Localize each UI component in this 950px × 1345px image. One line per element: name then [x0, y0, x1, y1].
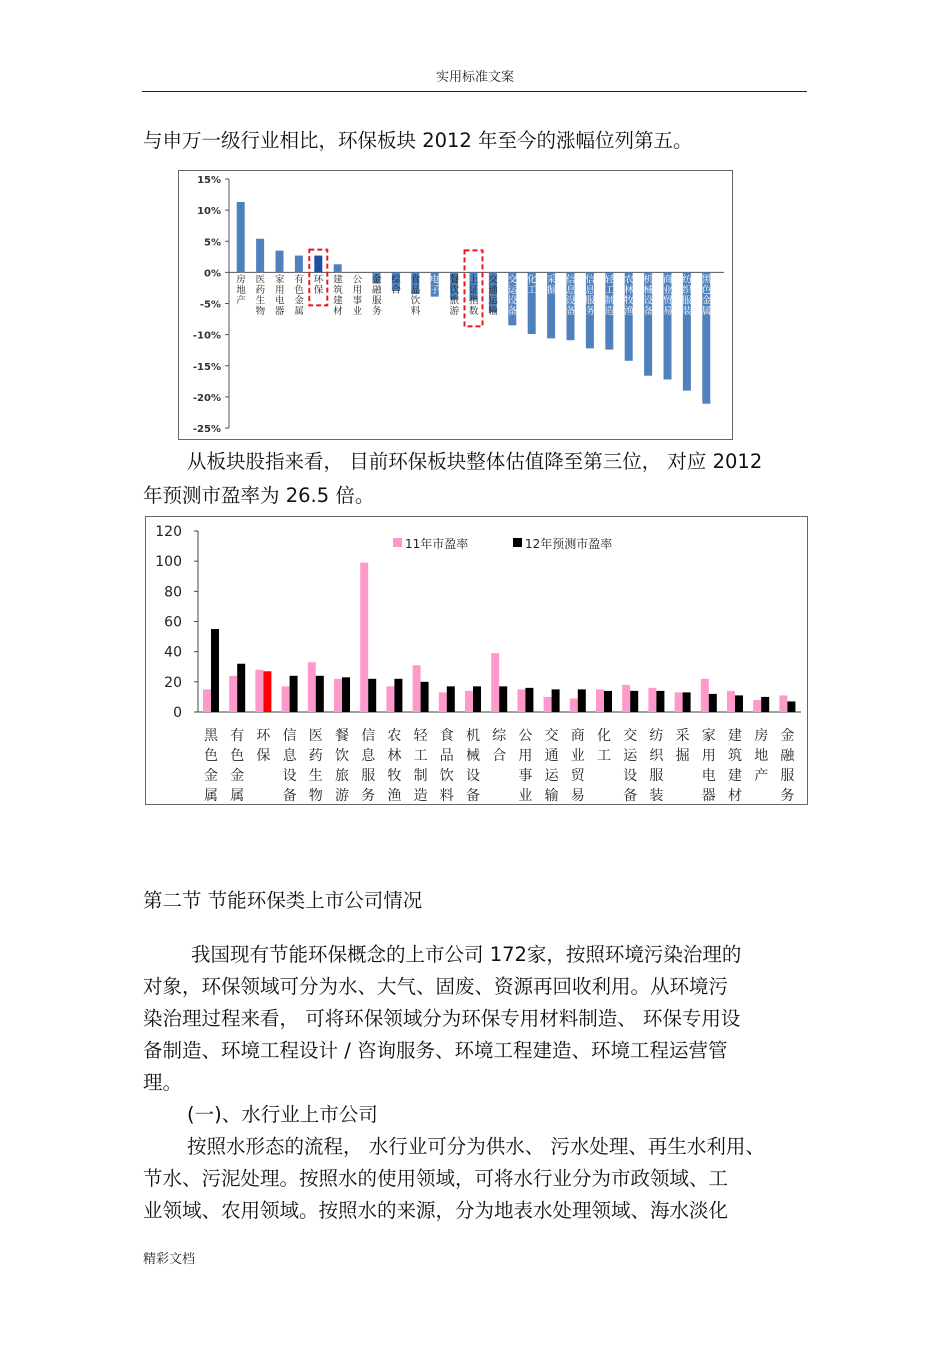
bar-11	[648, 688, 656, 712]
bar	[295, 256, 303, 273]
section-body-line: 我国现有节能环保概念的上市公司 172家，按照环境污染治理的	[191, 943, 742, 966]
bar-12	[604, 691, 612, 712]
category-label: 环保	[313, 274, 324, 296]
subsection-title: (一)、水行业上市公司	[187, 1103, 378, 1126]
bar-11	[701, 679, 709, 712]
y-tick-label: 80	[164, 584, 182, 601]
bar-12	[630, 691, 638, 712]
section-body-line: 理。	[143, 1071, 183, 1094]
category-label: 有色金属	[294, 274, 304, 317]
category-label: 化工	[527, 274, 537, 296]
category-label: 食品饮料	[410, 274, 421, 317]
bar-11	[491, 653, 499, 712]
y-tick-label: 0%	[204, 268, 221, 280]
category-label: 黑色金属	[701, 274, 712, 317]
bar-12	[709, 694, 717, 712]
bar-12	[656, 691, 664, 712]
category-label: 商业贸易	[570, 728, 585, 804]
y-tick-label: -15%	[192, 361, 221, 373]
bar-11	[544, 697, 552, 712]
y-tick-label: -25%	[192, 424, 221, 435]
section-body-line: 染治理过程来看， 可将环保领域分为环保专用材料制造、 环保专用设	[143, 1007, 741, 1030]
subsection-body-line: 按照水形态的流程， 水行业可分为供水、 污水处理、再生水利用、	[187, 1135, 765, 1158]
y-tick-label: 5%	[204, 237, 221, 249]
intro-paragraph: 与申万一级行业相比，环保板块 2012 年至今的涨幅位列第五。	[143, 129, 693, 152]
category-label: 金融服务	[780, 728, 795, 804]
category-label: 家用电器	[701, 728, 716, 804]
category-label: 公用事业	[352, 274, 363, 317]
category-label: 金融服务	[372, 274, 382, 317]
category-label: 采掘	[675, 728, 690, 764]
category-label: 上证指数	[469, 274, 479, 317]
subsection-body-line: 业领域、农用领域。按照水的来源，分为地表水处理领域、海水淡化	[143, 1199, 729, 1222]
category-label: 农林牧渔	[387, 728, 402, 804]
bar-12	[525, 688, 533, 712]
category-label: 机械设备	[466, 728, 480, 804]
category-label: 医药生物	[308, 728, 323, 804]
category-label: 家用电器	[275, 274, 285, 317]
legend-swatch-12	[513, 538, 522, 547]
legend-label-11: 11年市盈率	[405, 537, 469, 551]
bar-11	[229, 676, 237, 712]
legend-swatch-11	[393, 538, 402, 547]
bar-12	[447, 686, 455, 712]
bar-11	[255, 670, 263, 712]
y-tick-label: 40	[164, 644, 182, 661]
category-label: 房地产	[236, 274, 246, 307]
bar-11	[570, 698, 578, 712]
page-footer: 精彩文档	[143, 1252, 196, 1267]
category-label: 餐饮旅游	[335, 728, 349, 804]
bar	[256, 239, 264, 273]
bar-11	[596, 689, 604, 712]
section-body-line: 备制造、环境工程设计 / 咨询服务、环境工程建造、环境工程运营管	[143, 1039, 728, 1062]
bar-12	[211, 629, 219, 712]
bar-11	[439, 692, 447, 712]
bar-12	[342, 677, 350, 712]
category-label: 黑色金属	[204, 728, 218, 804]
bar-11	[360, 563, 368, 712]
bar-12	[761, 697, 769, 712]
bar	[237, 202, 245, 272]
bar	[276, 251, 284, 273]
category-label: 综合	[391, 274, 401, 296]
bar	[334, 264, 342, 272]
bar-11	[334, 679, 342, 712]
y-tick-label: 0	[173, 705, 182, 721]
category-label: 建筑建材	[728, 728, 742, 804]
category-label: 交运设备	[507, 274, 518, 317]
bar-11	[753, 700, 761, 712]
category-label: 纺织服装	[649, 728, 664, 804]
category-label: 轻工制造	[413, 728, 428, 804]
growth-chart	[178, 170, 733, 440]
category-label: 有色金属	[230, 728, 245, 804]
bar	[314, 256, 322, 273]
bar-11	[308, 662, 316, 712]
y-tick-label: -10%	[192, 330, 221, 342]
category-label: 信息服务	[585, 274, 595, 317]
category-label: 机械设备	[643, 274, 654, 317]
legend-label-12: 12年预测市盈率	[525, 537, 613, 551]
page-header: 实用标准文案	[435, 70, 514, 85]
bar-12	[290, 676, 298, 712]
bar-12	[787, 701, 795, 712]
section-title: 第二节 节能环保类上市公司情况	[143, 889, 423, 912]
bar-11	[465, 691, 473, 712]
category-label: 交通运输	[544, 728, 559, 804]
pe-ratio-chart-svg	[146, 517, 807, 804]
category-label: 轻工制造	[604, 274, 615, 317]
bar-11	[727, 691, 735, 712]
bar-12	[263, 671, 271, 712]
category-label: 信息设备	[566, 274, 576, 317]
y-tick-label: 60	[164, 614, 182, 631]
valuation-paragraph-line2: 年预测市盈率为 26.5 倍。	[143, 484, 375, 507]
bar-11	[675, 692, 683, 712]
category-label: 采掘	[546, 274, 557, 296]
category-label: 纺织服装	[682, 274, 692, 317]
bar-11	[779, 695, 787, 712]
bar-11	[622, 685, 630, 712]
bar-12	[316, 676, 324, 712]
bar-11	[203, 689, 211, 712]
y-tick-label: -20%	[192, 392, 221, 404]
bar-12	[735, 695, 743, 712]
category-label: 公用事业	[518, 728, 533, 804]
category-label: 电子	[430, 274, 440, 296]
subsection-body-line: 节水、污泥处理。按照水的使用领域，可将水行业分为市政领域、工	[143, 1167, 729, 1190]
bar-12	[499, 686, 507, 712]
category-label: 农林牧渔	[624, 274, 634, 317]
bar-11	[517, 689, 525, 712]
bar-12	[421, 682, 429, 712]
category-label: 综合	[492, 728, 507, 764]
category-label: 餐饮旅游	[449, 274, 460, 317]
pe-ratio-chart	[145, 516, 808, 805]
y-tick-label: 120	[155, 524, 182, 540]
category-label: 医药生物	[255, 274, 266, 317]
bar-12	[683, 692, 691, 712]
category-label: 食品饮料	[439, 728, 454, 804]
bar-11	[386, 686, 394, 712]
category-label: 建筑建材	[333, 274, 343, 317]
bar-12	[237, 664, 245, 712]
category-label: 房地产	[754, 728, 769, 784]
category-label: 环保	[256, 728, 271, 764]
bar-12	[368, 679, 376, 712]
header-divider	[142, 91, 807, 92]
bar-11	[413, 665, 421, 712]
section-body-line: 对象，环保领域可分为水、大气、固废、资源再回收利用。从环境污	[143, 975, 729, 998]
category-label: 交运设备	[623, 728, 638, 804]
bar-12	[394, 679, 402, 712]
bar-11	[282, 686, 290, 712]
y-tick-label: 10%	[197, 206, 221, 218]
category-label: 信息服务	[361, 728, 376, 804]
valuation-paragraph-line1: 从板块股指来看， 目前环保板块整体估值降至第三位， 对应 2012	[187, 450, 763, 473]
y-tick-label: -5%	[199, 299, 221, 311]
y-tick-label: 100	[155, 554, 182, 571]
category-label: 交通运输	[488, 274, 498, 317]
category-label: 化工	[597, 728, 611, 764]
growth-chart-svg	[179, 171, 732, 439]
bar-12	[473, 686, 481, 712]
y-tick-label: 15%	[197, 175, 221, 186]
category-label: 商业贸易	[663, 274, 673, 317]
bar-12	[552, 689, 560, 712]
category-label: 信息设备	[282, 728, 297, 804]
y-tick-label: 20	[164, 674, 182, 691]
bar-12	[578, 689, 586, 712]
